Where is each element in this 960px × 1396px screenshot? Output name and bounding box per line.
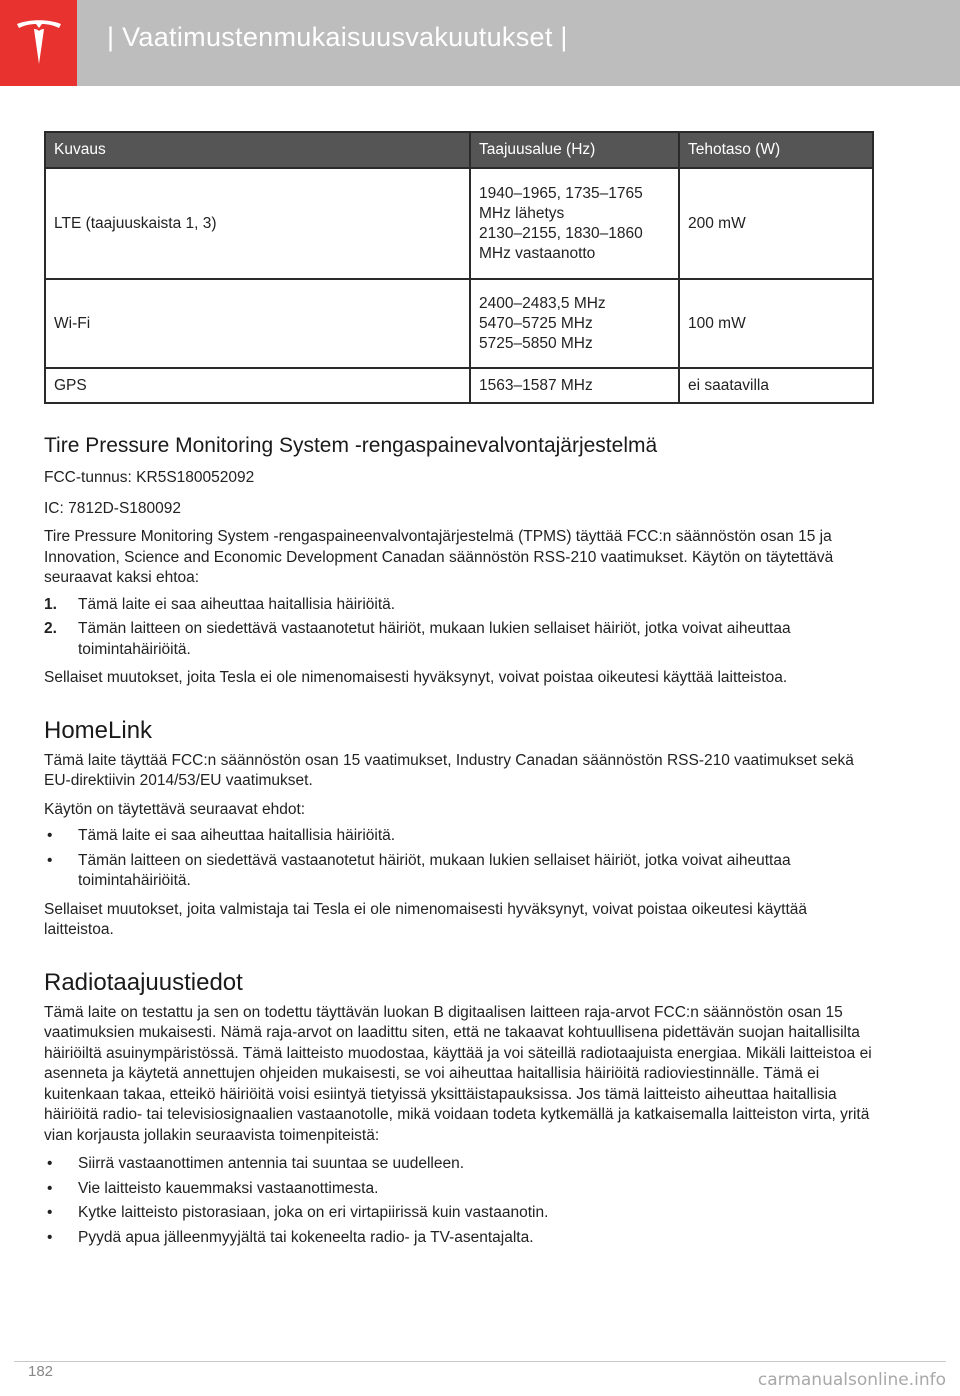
column-header-power: Tehotaso (W) — [679, 132, 873, 168]
list-text: Pyydä apua jälleenmyyjältä tai kokeneelta radio- ja TV-asentajalta. — [78, 1228, 534, 1246]
homelink-intro: Tämä laite täyttää FCC:n säännöstön osan 15 vaatimukset, Industry Canadan säännöstön RSS-210 vaatimukset sekä EU-direktiivin 2014/53/EU vaatimukset. — [44, 751, 854, 789]
table-row-lte — [45, 168, 873, 279]
tpms-heading: Tire Pressure Monitoring System -rengaspainevalvontajärjestelmä — [44, 434, 658, 457]
list-item — [44, 1154, 874, 1175]
homelink-section — [44, 717, 874, 941]
bullet-icon: • — [47, 851, 53, 869]
list-item — [44, 595, 874, 616]
bullet-icon: • — [47, 1228, 53, 1246]
radio-heading: Radiotaajuustiedot — [44, 968, 243, 996]
cell-description: LTE (taajuuskaista 1, 3) — [45, 168, 470, 279]
list-number: 1. — [44, 595, 57, 613]
table-header-row — [45, 132, 873, 168]
list-item — [44, 1228, 874, 1249]
homelink-lead: Käytön on täytettävä seuraavat ehdot: — [44, 800, 306, 818]
homelink-heading: HomeLink — [44, 716, 153, 744]
cell-power: 200 mW — [679, 168, 873, 279]
tpms-ic: IC: 7812D-S180092 — [44, 499, 182, 517]
tpms-intro: Tire Pressure Monitoring System -rengaspaineenvalvontajärjestelmä (TPMS) täyttää FCC:n säännöstön osan 15 ja Innovation, Science and Economic Development Canadan säännöstön RSS-210 vaatimukset. Käytön on täytettävä seuraavat kaksi ehtoa: — [44, 528, 834, 586]
list-item — [44, 1179, 874, 1200]
frequency-table — [44, 131, 874, 404]
table-row-wifi — [45, 279, 873, 368]
homelink-conditions — [44, 826, 874, 892]
list-text: Tämä laite ei saa aiheuttaa haitallisia häiriöitä. — [78, 595, 396, 613]
list-text: Siirrä vastaanottimen antennia tai suuntaa se uudelleen. — [78, 1155, 465, 1172]
cell-frequency: 2400–2483,5 MHz 5470–5725 MHz 5725–5850 MHz — [470, 279, 679, 368]
cell-power: 100 mW — [679, 279, 873, 368]
bullet-icon: • — [47, 827, 53, 844]
list-text: Vie laitteisto kauemmaksi vastaanottimesta. — [78, 1179, 379, 1197]
tpms-fcc-id: FCC-tunnus: KR5S180052092 — [44, 469, 255, 486]
list-text: Tämän laitteen on siedettävä vastaanotetut häiriöt, mukaan lukien sellaiset häiriöt, jotka voivat aiheuttaa toimintahäiriöitä. — [78, 620, 791, 658]
radio-section — [44, 969, 874, 1249]
cell-power: ei saatavilla — [679, 368, 873, 403]
main-content — [44, 131, 874, 1252]
page-header — [0, 0, 960, 86]
cell-frequency: 1563–1587 MHz — [470, 368, 679, 403]
list-text: Tämän laitteen on siedettävä vastaanotetut häiriöt, mukaan lukien sellaiset häiriöt, jotka voivat aiheuttaa toimintahäiriöitä. — [78, 851, 791, 889]
list-item — [44, 851, 874, 892]
page-number: 182 — [28, 1363, 54, 1380]
list-item — [44, 1203, 874, 1224]
bullet-icon: • — [47, 1179, 53, 1197]
cell-description: Wi-Fi — [45, 279, 470, 368]
tesla-logo-icon — [15, 18, 63, 68]
cell-description: GPS — [45, 368, 470, 403]
list-item — [44, 619, 874, 660]
tpms-conditions — [44, 595, 874, 661]
column-header-frequency: Taajuusalue (Hz) — [470, 132, 679, 168]
homelink-note: Sellaiset muutokset, joita valmistaja tai Tesla ei ole nimenomaisesti hyväksynyt, voivat poistaa oikeutesi käyttää laitteistoa. — [44, 900, 808, 938]
column-header-description: Kuvaus — [45, 132, 470, 168]
footer-divider — [14, 1361, 946, 1362]
bullet-icon: • — [47, 1204, 53, 1221]
watermark: carmanualsonline.info — [757, 1370, 946, 1390]
tpms-note: Sellaiset muutokset, joita Tesla ei ole nimenomaisesti hyväksynyt, voivat poistaa oikeutesi käyttää laitteistoa. — [44, 669, 788, 686]
bullet-icon: • — [47, 1155, 53, 1172]
list-text: Kytke laitteisto pistorasiaan, joka on eri virtapiirissä kuin vastaanotin. — [78, 1204, 549, 1221]
tpms-section — [44, 434, 874, 689]
radio-intro: Tämä laite on testattu ja sen on todettu täyttävän luokan B digitaalisen laitteen raja-arvot FCC:n säännöstön osan 15 vaatimuksien mukaisesti. Nämä raja-arvot on laadittu siten, että ne takaavat kohtuullisena pidettävän suojan haitallisilta häiriöiltä asuinympäristössä. Tämä laitteisto muodostaa, käyttää ja voi säteillä radiotaajuista energiaa. Mikäli laitteistoa ei asenneta ja käytetä annettujen ohjeiden mukaisesti, se voi aiheuttaa haitallisia häiriöitä radioviestinnälle. Tämä ei kuitenkaan takaa, etteikö häiriöitä voisi esiintyä tietyissä yksittäistapauksissa. Jos tämä laitteisto aiheuttaa haitallisia häiriöitä radio- tai televisiosignaalien vastaanotolle, mikä voidaan todeta kytkemällä ja katkaisemalla laitteiston virta, yritä vian korjausta jollakin seuraavista toimenpiteistä: — [44, 1003, 872, 1144]
page-title: | Vaatimustenmukaisuusvakuutukset | — [107, 22, 568, 52]
list-item — [44, 826, 874, 847]
cell-frequency: 1940–1965, 1735–1765 MHz lähetys 2130–2155, 1830–1860 MHz vastaanotto — [470, 168, 679, 279]
table-row-gps — [45, 368, 873, 403]
list-text: Tämä laite ei saa aiheuttaa haitallisia häiriöitä. — [78, 827, 396, 844]
brand-logo — [0, 0, 77, 86]
list-number: 2. — [44, 620, 57, 637]
radio-measures — [44, 1154, 874, 1248]
